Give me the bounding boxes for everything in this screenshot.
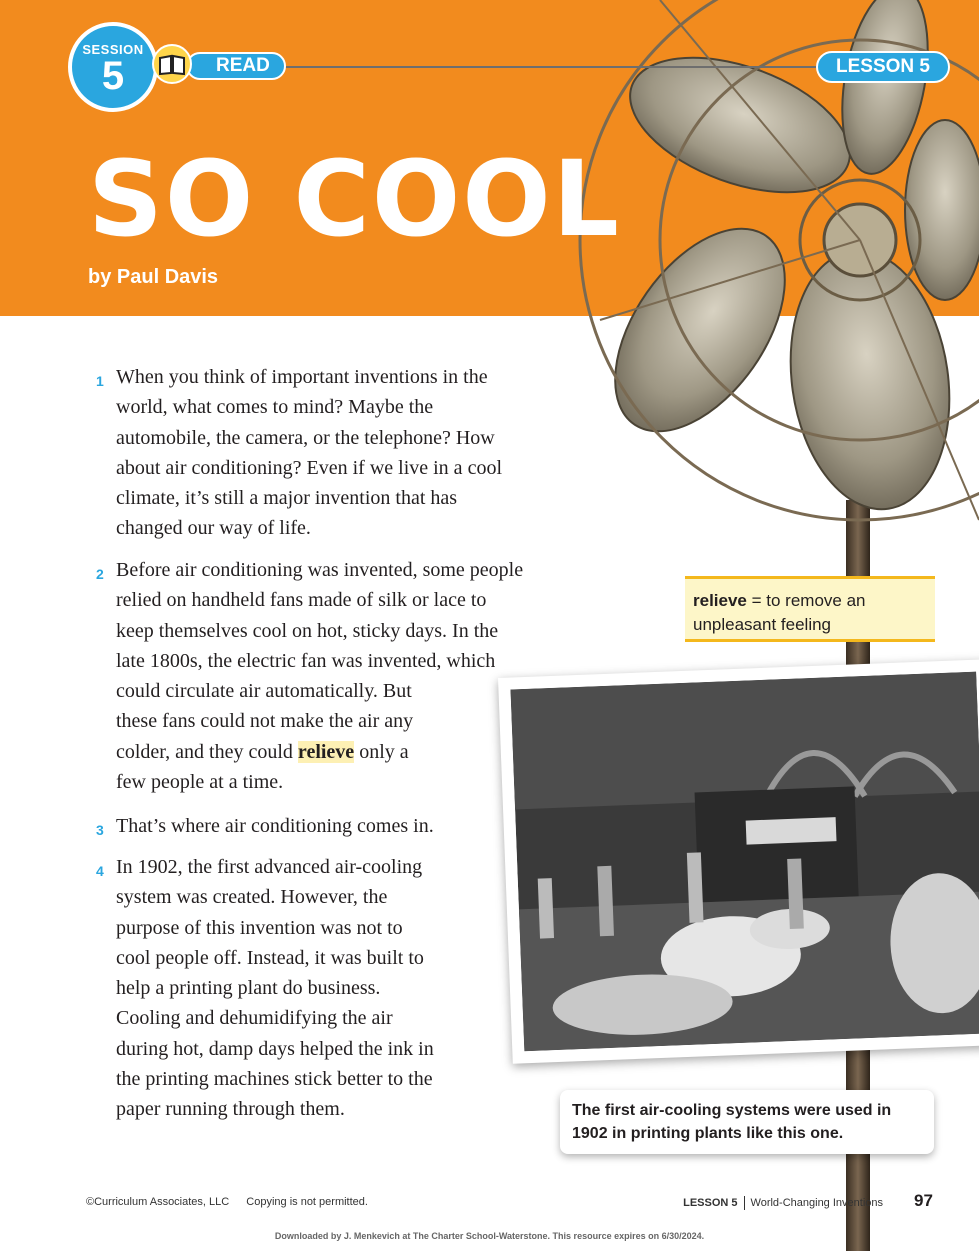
printing-plant-image [510, 672, 979, 1052]
footer-unit: World-Changing Inventions [750, 1196, 883, 1209]
paragraph-text-before: Before air conditioning was invented, some people relied on handheld fans made of silk or lace to keep themselves cool on hot, sticky days. In the late 1800s, the electric fan was invented, which could circulate air automatically. But these fans could not make the air any colder, and they could [116, 559, 524, 763]
paragraph-number: 3 [96, 822, 104, 838]
footer-divider [744, 1196, 745, 1210]
session-number: 5 [101, 54, 125, 98]
header-rule [286, 66, 818, 68]
download-notice: Downloaded by J. Menkevich at The Charter School-Waterstone. This resource expires on 6/30/2024. [274, 1231, 705, 1241]
session-label: SESSION [82, 42, 144, 57]
lesson-pill: LESSON 5 [816, 51, 950, 83]
vocab-definition: = to remove an unpleasant feeling [693, 591, 866, 634]
paragraph-number: 1 [96, 373, 104, 389]
vocab-highlight: relieve [297, 740, 355, 763]
vocab-term: relieve [693, 591, 747, 610]
footer-left [86, 1196, 382, 1208]
footer-lesson: LESSON 5 [683, 1196, 738, 1209]
paragraph-1 [96, 362, 576, 544]
paragraph-number: 2 [96, 566, 104, 582]
page-title: SO COOL [88, 138, 621, 260]
photo-caption: The first air-cooling systems were used in 1902 in printing plants like this one. [560, 1090, 934, 1154]
copyright: ©Curriculum Associates, LLC [86, 1196, 230, 1208]
paragraph-number: 4 [96, 863, 104, 879]
paragraph-text: When you think of important inventions in the world, what comes to mind? Maybe the automobile, the camera, or the telephone? How about air conditioning? Even if we live in a cool climate, it’s still a major invention that has changed our way of life. [116, 366, 502, 540]
paragraph-4 [96, 852, 576, 1125]
byline: by Paul Davis [88, 266, 219, 288]
read-pill: READ [186, 52, 286, 80]
page-number: 97 [914, 1191, 933, 1210]
footer-right [683, 1196, 883, 1210]
session-badge [68, 22, 158, 112]
copy-notice: Copying is not permitted. [246, 1196, 368, 1208]
printing-plant-photo [498, 659, 979, 1064]
vocab-box [685, 576, 935, 642]
paragraph-text: In 1902, the first advanced air-cooling system was created. However, the purpose of this invention was not to cool people off. Instead, it was built to help a printing plant do business. Cooling and dehumidifying the air during hot, damp days helped the ink in the printing machines stick better to the paper running through them. [116, 856, 434, 1121]
paragraph-text-after: only a few people at a time. [116, 740, 409, 794]
book-icon [152, 44, 192, 84]
paragraph-text: That’s where air conditioning comes in. [116, 815, 434, 837]
